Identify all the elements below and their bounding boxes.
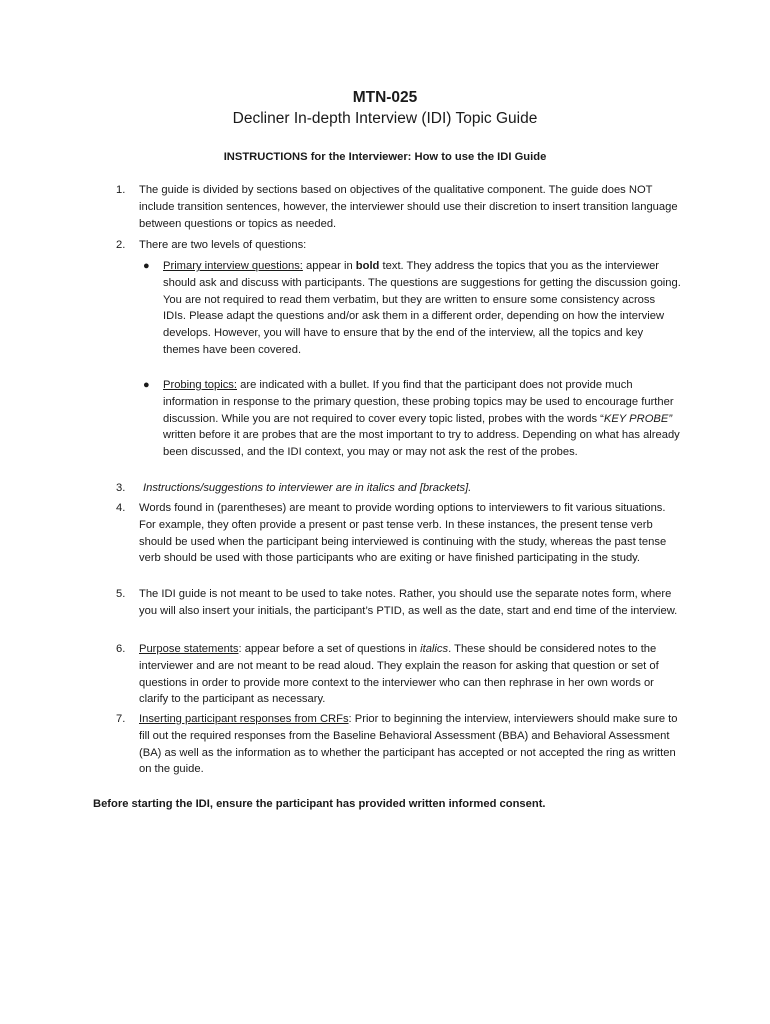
item-text: . These should be considered notes to the interviewer and are not meant to be read aloud. They explain the reason for asking that question or set of questions in order to provide more context to the interviewer who can then rephrase in her own words or clarify to the participant as necessary. bbox=[139, 643, 659, 706]
document-title: Decliner In-depth Interview (IDI) Topic Guide bbox=[232, 110, 538, 127]
sub-list-item bbox=[163, 377, 681, 461]
list-item: Instructions/suggestions to interviewer are in italics and [brackets]. bbox=[143, 482, 472, 494]
list-item bbox=[139, 641, 679, 708]
sub-item-italic: KEY PROBE” bbox=[603, 412, 673, 425]
instructions-heading: INSTRUCTIONS for the Interviewer: How to use the IDI Guide bbox=[223, 151, 547, 163]
document-code: MTN-025 bbox=[352, 89, 418, 106]
sub-list-item bbox=[163, 258, 681, 359]
sub-item-text: text. They address the topics that you as the interviewer should ask and discuss with participants. The questions are suggestions for getting the discussion going. You are not required to read them verbatim, but they are written to ensure some consistency across IDIs. Please adapt the questions and/or ask them in a different order, depending on how the interview develops. However, you will have to ensure that by the end of the interview, all the topics and key themes have been covered. bbox=[163, 260, 681, 356]
list-item-number: 2. bbox=[116, 239, 126, 251]
sub-item-label: Primary interview questions: bbox=[163, 260, 303, 272]
bullet-icon: ● bbox=[143, 260, 150, 272]
list-item-number: 7. bbox=[116, 713, 126, 725]
item-label: Purpose statements bbox=[139, 643, 239, 655]
item-text: : appear before a set of questions in bbox=[238, 643, 421, 655]
consent-note: Before starting the IDI, ensure the participant has provided written informed consent. bbox=[93, 798, 546, 810]
list-item: The IDI guide is not meant to be used to take notes. Rather, you should use the separate notes form, where you will also insert your initials, the participant’s PTID, as well as the date, start and end time of the interview. bbox=[139, 588, 678, 617]
list-item: There are two levels of questions: bbox=[139, 239, 307, 251]
list-item-number: 1. bbox=[116, 184, 126, 196]
list-item: Words found in (parentheses) are meant to provide wording options to interviewers to fit various situations. For example, they often provide a present or past tense verb. In these instances, the present tense verb should be used when the participant being interviewed is continuing with the study, whereas the past tense verb should be used with those participants who are exiting or have finished participating in the study. bbox=[139, 502, 667, 565]
list-item-number: 5. bbox=[116, 588, 126, 600]
item-text: : Prior to beginning the interview, interviewers should make sure to fill out the required responses from the Baseline Behavioral Assessment (BBA) and Behavioral Assessment (BA) as well as the information as to whether the participant has accepted or not accepted the ring as written on the guide. bbox=[139, 713, 678, 776]
sub-item-text: appear in bbox=[302, 260, 356, 272]
list-item bbox=[139, 711, 679, 778]
item-label: Inserting participant responses from CRFs bbox=[139, 713, 349, 725]
sub-item-label: Probing topics: bbox=[163, 379, 238, 391]
item-italic: italics bbox=[420, 643, 449, 655]
sub-item-text: are indicated with a bullet. If you find that the participant does not provide much information in response to the primary question, these probing topics may be used to encourage further discussion. While you are not required to cover every topic listed, probes with the words “ bbox=[163, 379, 674, 425]
list-item-number: 6. bbox=[116, 643, 126, 655]
sub-item-bold: bold bbox=[355, 260, 380, 272]
list-item-number: 4. bbox=[116, 502, 126, 514]
bullet-icon: ● bbox=[143, 379, 150, 391]
sub-item-text: written before it are probes that are the most important to try to address. Depending on what has already been discussed, and the IDI context, you may or may not ask the rest of the probes. bbox=[163, 429, 680, 459]
list-item-number: 3. bbox=[116, 482, 126, 494]
list-item: The guide is divided by sections based on objectives of the qualitative component. The guide does NOT include transition sentences, however, the interviewer should use their discretion to insert transition language between questions or topics as needed. bbox=[139, 184, 678, 230]
